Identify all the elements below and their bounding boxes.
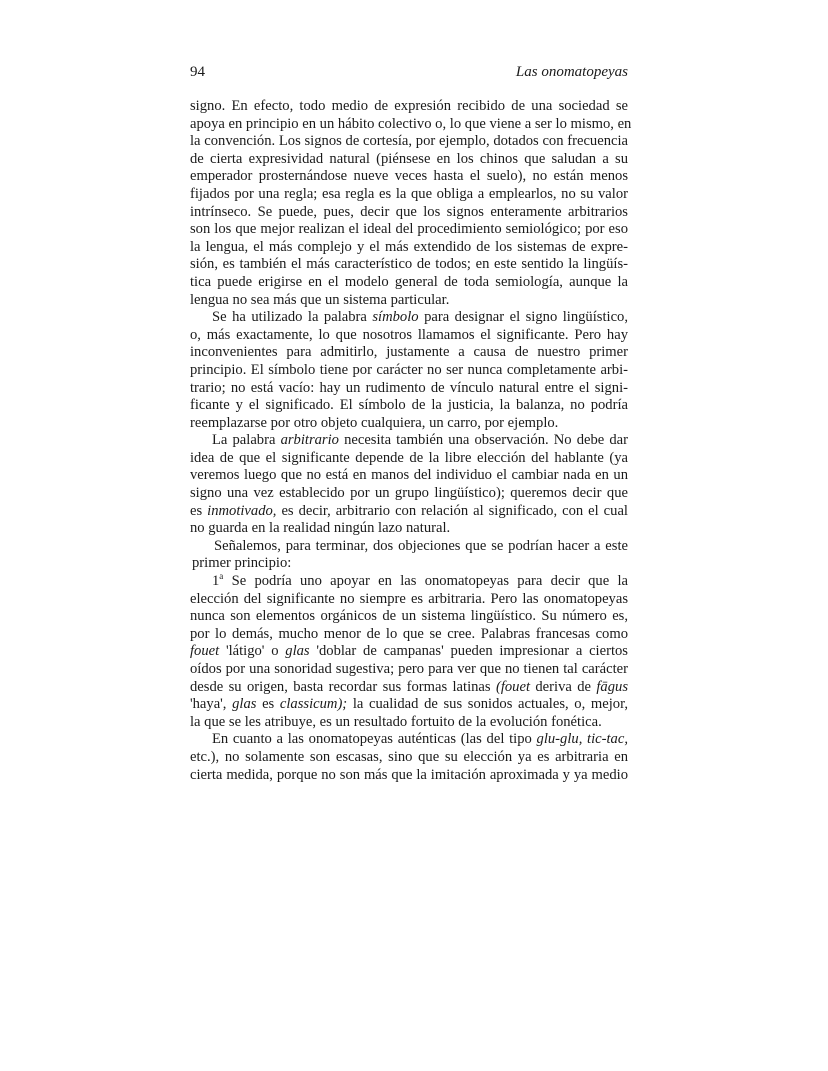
text-line: son los que mejor realizan el ideal del procedimiento semiológico; por eso <box>190 221 628 238</box>
italic-term: glas <box>285 643 310 660</box>
text-line <box>190 643 628 661</box>
text-line: lengua no sea más que un sistema particular. <box>190 291 450 308</box>
text-line: la lengua, el más complejo y el más extendido de los sistemas de expre- <box>190 238 628 255</box>
text-line: veremos luego que no está en manos del individuo el cambiar nada en un <box>190 467 628 484</box>
italic-term: símbolo <box>372 309 419 326</box>
text-line: la que se les atribuye, es un resultado fortuito de la evolución fonética. <box>190 713 602 730</box>
paragraph <box>190 538 628 573</box>
text-line: trario; no está vacío: hay un rudimento de vínculo natural entre el signi- <box>190 379 628 396</box>
text-run: En cuanto a las onomatopeyas auténticas (las del tipo <box>212 731 537 748</box>
text-line: signo. En efecto, todo medio de expresión recibido de una sociedad se <box>190 98 628 114</box>
ordinal-number: 1 <box>212 573 220 590</box>
text-run: es <box>256 696 280 713</box>
italic-term: inmotivado, <box>207 502 277 519</box>
running-head <box>190 62 628 82</box>
text-line: principio. El símbolo tiene por carácter no ser nunca completamente arbi- <box>190 361 628 378</box>
text-line <box>190 679 628 697</box>
text-line <box>190 573 628 591</box>
text-line: signo una vez establecido por un grupo lingüístico); queremos decir que <box>190 485 628 502</box>
paragraph <box>190 98 632 309</box>
paragraph <box>190 432 628 538</box>
text-line: ficante y el significado. El símbolo de la justicia, la balanza, no podría <box>190 397 628 414</box>
text-run: 'doblar de campanas' pueden impresionar a ciertos <box>309 643 628 660</box>
italic-term: fouet <box>190 643 220 660</box>
chapter-title: Las onomatopeyas <box>515 64 628 80</box>
text-run: Se ha utilizado la palabra <box>212 309 373 326</box>
text-line <box>190 432 628 450</box>
text-line: de cierta expresividad natural (piénsese en los chinos que saludan a su <box>190 150 628 167</box>
italic-term: glu-glu, tic-tac, <box>536 731 628 748</box>
text-run: la cualidad de sus sonidos actuales, o, mejor, <box>347 696 629 713</box>
text-line: idea de que el significante depende de la libre elección del hablante (ya <box>190 449 628 466</box>
text-run: necesita también una observación. No debe dar <box>338 432 628 449</box>
text-line: inconvenientes para admitirlo, justamente a causa de nuestro primer <box>190 344 628 361</box>
text-line: reemplazarse por otro objeto cualquiera, un carro, por ejemplo. <box>190 414 559 431</box>
text-line: cierta medida, porque no son más que la imitación aproximada y ya medio <box>190 766 628 783</box>
text-run: 'haya', <box>190 696 233 713</box>
ordinal-superscript: a <box>219 571 224 582</box>
text-line <box>190 731 628 749</box>
text-run: es decir, arbitrario con relación al significado, con el cual <box>276 502 628 519</box>
italic-term: glas <box>232 696 257 713</box>
text-line: sión, es también el más característico de todos; en este sentido la lingüís- <box>190 256 628 273</box>
page-number: 94 <box>190 64 205 80</box>
book-page <box>190 62 632 784</box>
text-run: La palabra <box>212 432 281 449</box>
paragraph <box>190 573 628 731</box>
text-line <box>190 696 628 714</box>
text-line: no guarda en la realidad ningún lazo natural. <box>190 520 451 537</box>
text-line: primer principio: <box>192 555 292 572</box>
text-run: es <box>190 502 208 519</box>
italic-term: arbitrario <box>280 432 339 449</box>
paragraph <box>190 731 628 784</box>
text-run: 'látigo' o <box>219 643 286 660</box>
text-run: Se podría uno apoyar en las onomatopeyas para decir que la <box>223 573 628 590</box>
text-line: Señalemos, para terminar, dos objeciones que se podrían hacer a este <box>214 537 628 554</box>
text-line: la convención. Los signos de cortesía, por ejemplo, dotados con frecuencia <box>190 133 628 150</box>
italic-term: fāgus <box>596 678 628 695</box>
text-run: desde su origen, basta recordar sus formas latinas <box>190 678 496 695</box>
text-line: oídos por una sonoridad sugestiva; pero para ver que no tienen tal carácter <box>190 661 628 677</box>
italic-term: classicum); <box>279 696 348 713</box>
text-line: intrínseco. Se puede, pues, decir que los signos enteramente arbitrarios <box>190 203 628 220</box>
text-line: tica puede erigirse en el modelo general de toda semiología, aunque la <box>190 273 628 290</box>
italic-term: (fouet <box>495 678 531 695</box>
text-line: apoya en principio en un hábito colectivo o, lo que viene a ser lo mismo, en <box>190 115 632 132</box>
text-line: elección del significante no siempre es arbitraria. Pero las onomatopeyas <box>190 590 628 607</box>
text-line: nunca son elementos orgánicos de un sistema lingüístico. Su número es, <box>190 608 628 625</box>
text-line: por lo demás, mucho menor de lo que se cree. Palabras francesas como <box>190 625 628 642</box>
text-line: o, más exactamente, lo que nosotros llamamos el significante. Pero hay <box>190 326 628 343</box>
text-line: emperador prosternándose nueve veces hasta el suelo), no están menos <box>190 168 628 185</box>
text-run: deriva de <box>530 678 597 695</box>
text-line <box>190 503 628 521</box>
paragraph <box>190 309 628 432</box>
text-line: fijados por una regla; esa regla es la que obliga a emplearlos, no su valor <box>190 185 628 202</box>
text-run: para designar el signo lingüístico, <box>418 309 628 326</box>
text-line: etc.), no solamente son escasas, sino que su elección ya es arbitraria en <box>190 748 628 765</box>
body-text <box>190 98 632 784</box>
text-line <box>190 309 628 327</box>
